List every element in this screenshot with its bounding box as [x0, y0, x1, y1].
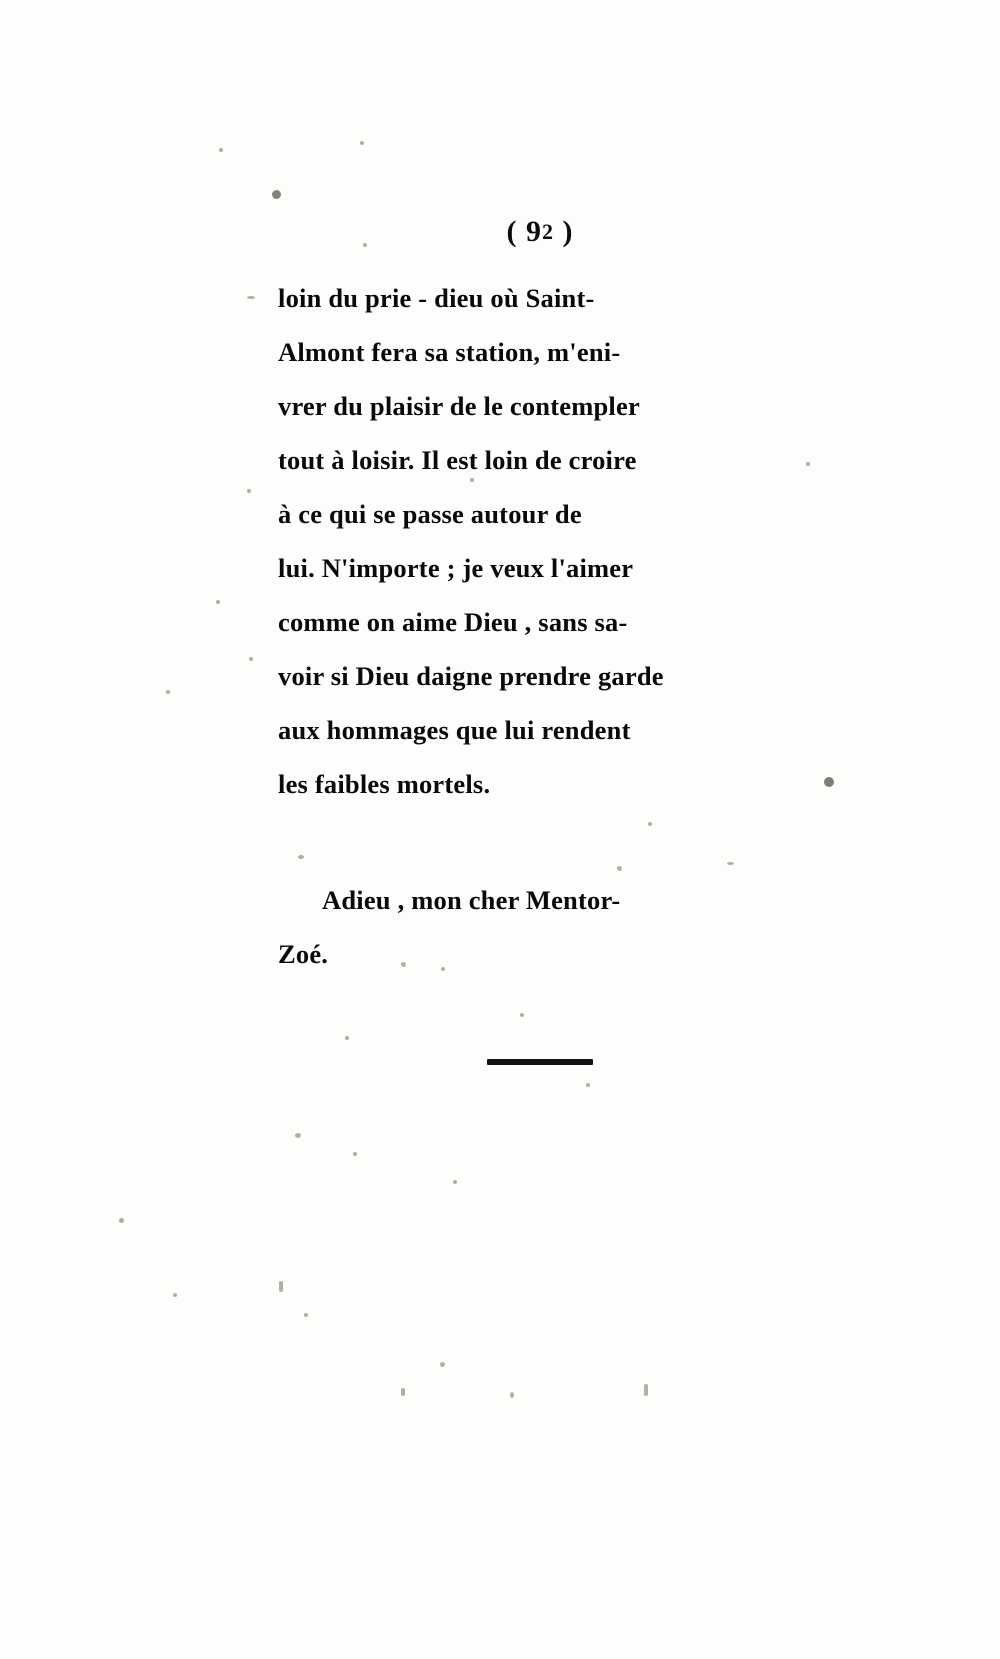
page-text-block [278, 215, 802, 1065]
page-number-open-paren: ( [506, 215, 518, 248]
scan-speck [173, 1293, 177, 1297]
text-line: les faibles mortels. [278, 769, 491, 799]
scan-speck [247, 489, 251, 493]
scan-speck [440, 1362, 445, 1367]
page-number [278, 215, 802, 249]
scan-speck [119, 1218, 124, 1223]
text-line: vrer du plaisir de le contempler [278, 391, 640, 421]
text-line: voir si Dieu daigne prendre garde [278, 661, 664, 691]
scan-speck [360, 141, 364, 145]
text-line: loin du prie - dieu où Saint- [278, 283, 595, 313]
text-line: comme on aime Dieu , sans sa- [278, 607, 628, 637]
page-number-close-paren: ) [562, 215, 574, 248]
section-divider-rule [487, 1059, 593, 1065]
scan-speck [279, 1281, 283, 1292]
scan-speck [824, 777, 834, 787]
scan-speck [166, 690, 170, 694]
scan-speck [401, 1388, 405, 1396]
text-line: aux hommages que lui rendent [278, 715, 631, 745]
text-line: Adieu , mon cher Mentor- [322, 885, 621, 915]
scan-speck [304, 1313, 308, 1317]
scan-speck [249, 657, 253, 661]
scan-speck [247, 296, 255, 299]
page-number-value: 9 [526, 215, 542, 248]
scan-speck [644, 1384, 648, 1396]
text-line: à ce qui se passe autour de [278, 499, 582, 529]
scan-speck [453, 1180, 457, 1184]
page-number-superscript: 2 [542, 219, 554, 244]
text-line: Almont fera sa station, m'eni- [278, 337, 621, 367]
text-line: tout à loisir. Il est loin de croire [278, 445, 637, 475]
body-paragraph [278, 271, 802, 811]
text-line: Zoé. [278, 939, 329, 969]
scan-speck [295, 1133, 301, 1138]
scan-speck [586, 1083, 590, 1087]
text-line: lui. N'importe ; je veux l'aimer [278, 553, 634, 583]
scan-speck [806, 462, 810, 466]
scan-speck [216, 600, 220, 604]
scan-speck [272, 190, 281, 199]
closing-paragraph [278, 873, 802, 981]
scan-speck [353, 1152, 357, 1156]
scan-speck [510, 1392, 514, 1398]
scan-speck [219, 148, 223, 152]
